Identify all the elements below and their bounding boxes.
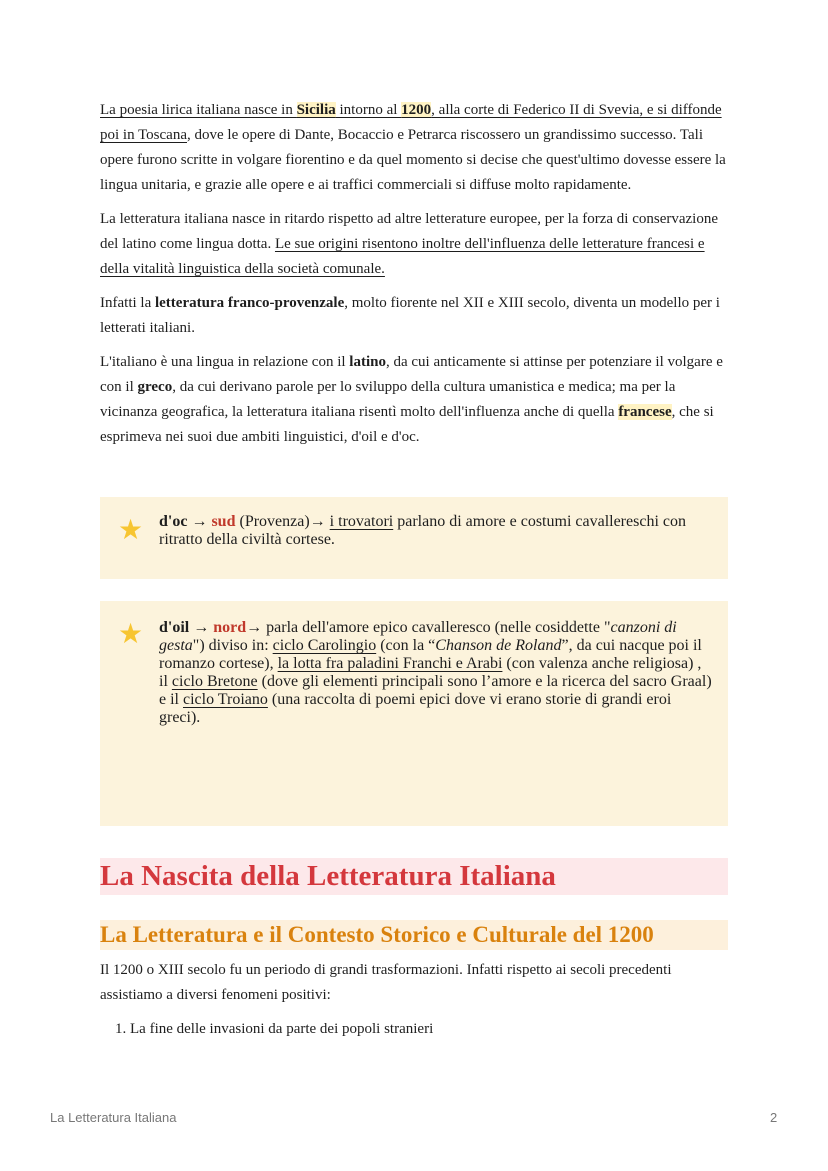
list-item: 1. La fine delle invasioni da parte dei popoli stranieri xyxy=(130,1017,728,1042)
paragraph-poesia-lirica: La poesia lirica italiana nasce in Sicilia intorno al 1200, alla corte di Federico II di Svevia, e si diffonde poi in Toscana, dove le opere di Dante, Bocaccio e Petrarca riscossero un grandissimo successo. Tali opere furono scritte in volgare fiorentino e da quel momento si decise che quest'ultimo dovesse essere la lingua unitaria, e grazie alle opere e ai traffici commerciali si diffuse molto rapidamente. xyxy=(100,102,726,193)
paragraph-ritardo: La letteratura italiana nasce in ritardo rispetto ad altre letterature europee, per la forza di conservazione del latino come lingua dotta. Le sue origini risentono inoltre dell'influenza delle letterature francesi e della vitalità linguistica della società comunale. xyxy=(100,211,719,277)
heading-nascita: La Nascita della Letteratura Italiana xyxy=(100,858,728,895)
paragraph-franco-provenzale: Infatti la letteratura franco-provenzale, molto fiorente nel XII e XIII secolo, diventa un modello per i letterati italiani. xyxy=(100,295,720,336)
star-icon: ★ xyxy=(118,619,144,650)
highlight-sicilia: Sicilia xyxy=(296,102,336,118)
callout-doil-text: d'oil → nord→ parla dell'amore epico cavalleresco (nelle cosiddette "canzoni di gesta") diviso in: ciclo Carolingio (con la “Chanson de Roland”, da cui nacque poi il romanzo cortese), la lotta fra paladini Franchi e Arabi (con valenza anche religiosa) , il ciclo Bretone (dove gli elementi principali sono l’amore e la ricerca del sacro Graal) e il ciclo Troiano (una raccolta di poemi epici dove vi erano storie di grandi eroi greci). xyxy=(159,619,712,726)
callout-doil xyxy=(100,601,728,826)
paragraph-1200: Il 1200 o XIII secolo fu un periodo di grandi trasformazioni. Infatti rispetto ai secoli precedenti assistiamo a diversi fenomeni positivi: xyxy=(100,962,672,1003)
heading-contesto: La Letteratura e il Contesto Storico e Culturale del 1200 xyxy=(100,920,728,950)
underlined-phrase: La poesia lirica italiana nasce in Sicilia intorno al 1200, alla corte di Federico II di Svevia, e si diffonde poi in Toscana xyxy=(100,102,722,143)
star-icon: ★ xyxy=(118,515,144,546)
section-1200 xyxy=(100,958,728,1042)
highlight-1200: 1200 xyxy=(401,102,432,118)
page-number: 2 xyxy=(770,1110,778,1125)
numbered-list xyxy=(100,1017,728,1042)
callout-doc-text: d'oc → sud (Provenza)→ i trovatori parlano di amore e costumi cavallereschi con ritratto della civiltà cortese. xyxy=(159,513,686,548)
underlined-origini: Le sue origini risentono inoltre dell'influenza delle letterature francesi e della vitalità linguistica della società comunale. xyxy=(100,236,705,277)
callout-doc xyxy=(100,497,728,579)
highlight-francese: francese xyxy=(618,404,672,420)
main-text xyxy=(100,98,728,459)
paragraph-lingue: L'italiano è una lingua in relazione con il latino, da cui anticamente si attinse per potenziare il volgare e con il greco, da cui derivano parole per lo sviluppo della cultura umanistica e medica; ma per la vicinanza geografica, la letteratura italiana risentì molto dell'influenza anche di quella francese, che si esprimeva nei suoi due ambiti linguistici, d'oil e d'oc. xyxy=(100,354,723,445)
footer-title: La Letteratura Italiana xyxy=(50,1110,177,1125)
